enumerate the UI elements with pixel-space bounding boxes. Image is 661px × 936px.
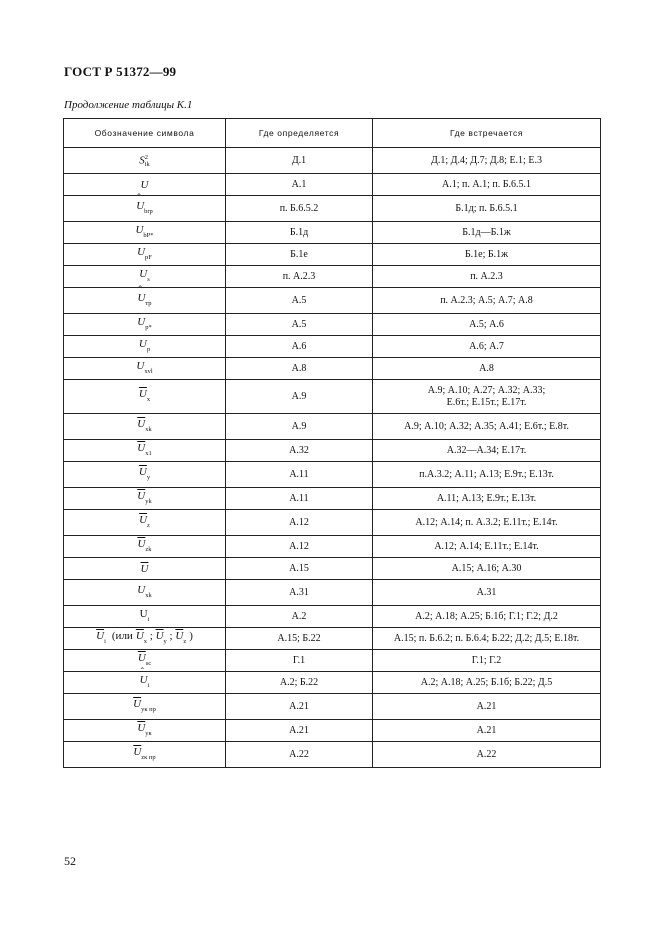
symbol-cell: [64, 720, 226, 742]
defined-cell: Б.1е: [226, 244, 373, 266]
defined-cell: А.8: [226, 358, 373, 380]
symbols-table: [63, 118, 601, 768]
symbol-cell: [64, 672, 226, 694]
table-row: [64, 266, 601, 288]
symbol-letter: U: [137, 583, 146, 596]
symbol-subscript: yk: [145, 497, 152, 505]
used-text: А.12; А.14; п. А.3.2; Е.11т.; Е.14т.: [415, 516, 558, 528]
symbol-subscript: тр: [145, 299, 152, 307]
table-row: [64, 720, 601, 742]
used-cell: [373, 336, 601, 358]
symbol-subscript: ук: [145, 729, 152, 737]
table-row: [64, 510, 601, 536]
symbol-cell: [64, 380, 226, 414]
defined-cell: А.2: [226, 606, 373, 628]
table-row: [64, 222, 601, 244]
defined-cell: А.15: [226, 558, 373, 580]
used-text: А.9; А.10; А.27; А.32; А.33;: [427, 384, 546, 396]
used-cell: [373, 440, 601, 462]
table-row: [64, 336, 601, 358]
used-text: п. А.2.3; А.5; А.7; А.8: [440, 294, 533, 306]
table-row: [64, 358, 601, 380]
defined-cell: Б.1д: [226, 222, 373, 244]
symbol-letter: $\overline{U}$: [133, 745, 142, 758]
symbol-text: ): [189, 629, 193, 642]
defined-cell: А.6: [226, 336, 373, 358]
used-text: Г.1; Г.2: [471, 654, 502, 666]
defined-cell: А.21: [226, 694, 373, 720]
used-text: А.2; А.18; А.25; Б.1б; Г.1; Г.2; Д.2: [415, 610, 558, 622]
symbol-subscript: i: [147, 681, 150, 689]
symbol-cell: [64, 222, 226, 244]
used-text: п. А.2.3: [470, 270, 503, 282]
used-cell: [373, 314, 601, 336]
used-cell: [373, 266, 601, 288]
table-row: [64, 414, 601, 440]
symbol-cell: [64, 580, 226, 606]
used-cell: [373, 694, 601, 720]
symbol-cell: [64, 536, 226, 558]
symbol-subscript: i: [104, 637, 106, 645]
symbol-cell: [64, 244, 226, 266]
table-row: [64, 462, 601, 488]
symbol-letter: $\overline{U}$: [175, 629, 184, 642]
symbol-subscript: bP*: [143, 231, 154, 239]
used-text: А.15; А.16; А.30: [451, 562, 522, 574]
used-text: Б.1д; п. Б.6.5.1: [455, 202, 518, 214]
used-text: п.А.3.2; А.11; А.13; Е.9т.; Е.13т.: [419, 468, 554, 480]
symbol-subscript: z: [183, 637, 187, 645]
table-row: [64, 650, 601, 672]
symbol-cell: [64, 440, 226, 462]
defined-cell: А.22: [226, 742, 373, 768]
symbol-cell: [64, 650, 226, 672]
used-cell: [373, 536, 601, 558]
table-row: [64, 314, 601, 336]
symbol-letter: U: [139, 607, 148, 620]
used-cell: [373, 720, 601, 742]
table-row: [64, 244, 601, 266]
defined-cell: А.32: [226, 440, 373, 462]
document-header: ГОСТ Р 51372—99: [64, 64, 177, 79]
table-row: [64, 536, 601, 558]
table-body: [64, 148, 601, 768]
page-number: 52: [64, 854, 76, 868]
used-cell: [373, 580, 601, 606]
used-text: А.31: [476, 586, 497, 598]
symbol-cell: [64, 174, 226, 196]
symbol-letter: $\overline{U}$: [138, 465, 147, 478]
used-text: А.15; п. Б.6.2; п. Б.6.4; Б.22; Д.2; Д.5; Е.18т.: [393, 632, 580, 644]
symbol-letter: U: [137, 245, 146, 258]
symbol-cell: [64, 742, 226, 768]
defined-cell: А.31: [226, 580, 373, 606]
symbol-cell: [64, 488, 226, 510]
defined-cell: А.5: [226, 288, 373, 314]
used-cell: [373, 288, 601, 314]
used-cell: [373, 462, 601, 488]
used-cell: [373, 628, 601, 650]
defined-cell: Д.1: [226, 148, 373, 174]
symbol-letter: U: [136, 359, 145, 372]
symbol-cell: [64, 148, 226, 174]
table-row: [64, 606, 601, 628]
symbol-cell: [64, 266, 226, 288]
symbol-letter: $\overline{U}$: [137, 489, 146, 502]
used-text: А.5; А.6: [469, 318, 504, 330]
table-row: [64, 694, 601, 720]
defined-cell: А.11: [226, 488, 373, 510]
symbol-cell: [64, 462, 226, 488]
defined-cell: А.21: [226, 720, 373, 742]
column-header-symbol: Обозначение символа: [64, 119, 226, 148]
symbol-subscript: xk: [145, 425, 152, 433]
symbol-cell: [64, 558, 226, 580]
symbol-letter: $\overline{U}$: [138, 387, 147, 400]
symbol-cell: [64, 694, 226, 720]
used-text: А.6; А.7: [469, 340, 504, 352]
symbol-subscript: zk: [145, 545, 152, 553]
used-text: А.11; А.13; Е.9т.; Е.13т.: [436, 492, 537, 504]
used-cell: [373, 606, 601, 628]
table-row: [64, 196, 601, 222]
used-cell: [373, 650, 601, 672]
used-cell: [373, 510, 601, 536]
symbol-cell: [64, 510, 226, 536]
table-row: [64, 742, 601, 768]
symbol-letter: $\overline{U}$: [137, 417, 146, 430]
symbol-letter: $\overline{U}$: [137, 721, 146, 734]
symbol-letter: U: [140, 178, 149, 191]
column-header-defined: Где определяется: [226, 119, 373, 148]
table-caption: Продолжение таблицы К.1: [64, 99, 193, 111]
used-text-continued: Е.6т.; Е.15т.; Е.17т.: [446, 396, 527, 408]
used-text: Д.1; Д.4; Д.7; Д.8; Е.1; Е.3: [431, 154, 542, 166]
symbol-letter: $\overline{U}$: [137, 441, 146, 454]
symbol-letter: S: [139, 154, 145, 167]
table-row: [64, 488, 601, 510]
table-row: [64, 672, 601, 694]
symbol-letter: ˆ U: [140, 674, 148, 686]
symbol-subscript: y: [146, 473, 151, 481]
used-text: А.1; п. А.1; п. Б.6.5.1: [442, 178, 531, 190]
symbol-letter: U: [135, 223, 144, 236]
symbol-letter: ˆ U: [136, 200, 144, 212]
symbol-subscript: y: [163, 637, 167, 645]
used-cell: [373, 244, 601, 266]
symbol-cell: $\overline{U}_i$ (или $\overline{U}_x$ ; $\overline{U}_y$ ; $\overline{U}_z$ ): [64, 628, 226, 650]
table-header-row: [64, 119, 601, 148]
used-cell: [373, 488, 601, 510]
table-row: [64, 628, 601, 650]
symbol-letter: $\overline{U}$: [137, 651, 146, 664]
symbol-subscript: pF: [145, 253, 152, 261]
symbol-subscript: s: [147, 275, 150, 283]
defined-cell: А.9: [226, 380, 373, 414]
symbol-subscript: xvl: [144, 367, 153, 375]
used-cell: [373, 380, 601, 414]
defined-cell: А.12: [226, 510, 373, 536]
symbol-letter: $\overline{U}$: [133, 697, 142, 710]
symbol-letter: U: [139, 267, 148, 280]
symbol-subscript: ik: [144, 160, 150, 168]
symbol-letter: U: [137, 315, 146, 328]
symbol-subscript: x: [146, 395, 151, 403]
symbol-letter: $\overline{U}$: [96, 629, 105, 642]
defined-cell: А.15; Б.22: [226, 628, 373, 650]
used-text: А.22: [476, 748, 497, 760]
symbol-subscript: p: [146, 345, 151, 353]
symbol-subscript: x: [143, 637, 148, 645]
symbol-letter: $\overline{U}$: [155, 629, 164, 642]
table-row: [64, 558, 601, 580]
symbol-subscript: sc: [145, 659, 152, 667]
defined-cell: А.12: [226, 536, 373, 558]
defined-cell: п. Б.6.5.2: [226, 196, 373, 222]
symbol-subscript: zк пр: [141, 753, 156, 761]
used-cell: [373, 414, 601, 440]
symbol-cell: [64, 606, 226, 628]
table-row: [64, 288, 601, 314]
symbol-subscript: xk: [145, 591, 152, 599]
used-cell: [373, 358, 601, 380]
defined-cell: А.2; Б.22: [226, 672, 373, 694]
used-text: А.21: [476, 724, 497, 736]
defined-cell: А.11: [226, 462, 373, 488]
used-cell: [373, 148, 601, 174]
symbol-letter: $\overline{U}$: [140, 562, 149, 575]
symbol-letter: ˆ U: [137, 292, 145, 304]
symbol-cell: [64, 314, 226, 336]
used-text: Б.1е; Б.1ж: [464, 248, 509, 260]
symbol-cell: [64, 336, 226, 358]
symbol-subscript: x1: [145, 449, 152, 457]
defined-cell: Г.1: [226, 650, 373, 672]
used-text: А.8: [479, 362, 494, 374]
symbol-cell: [64, 358, 226, 380]
symbol-subscript: brp: [144, 207, 153, 215]
symbol-subscript: ук пр: [141, 705, 156, 713]
symbol-subscript: i: [147, 615, 150, 623]
used-cell: [373, 558, 601, 580]
used-cell: [373, 174, 601, 196]
defined-cell: А.5: [226, 314, 373, 336]
table-row: [64, 380, 601, 414]
used-text: А.21: [476, 700, 497, 712]
used-cell: [373, 196, 601, 222]
symbol-cell: [64, 196, 226, 222]
symbol-subscript: p*: [145, 323, 152, 331]
defined-cell: п. А.2.3: [226, 266, 373, 288]
column-header-used: Где встречается: [373, 119, 601, 148]
used-text: А.12; А.14; Е.11т.; Е.14т.: [434, 540, 539, 552]
symbol-text: (или: [111, 629, 133, 642]
used-text: Б.1д—Б.1ж: [462, 226, 511, 238]
table-row: [64, 440, 601, 462]
used-cell: [373, 672, 601, 694]
table-row: [64, 580, 601, 606]
symbol-superscript: 2: [144, 153, 148, 161]
defined-cell: А.9: [226, 414, 373, 440]
defined-cell: А.1: [226, 174, 373, 196]
used-cell: [373, 222, 601, 244]
symbol-subscript: z: [147, 521, 150, 529]
symbol-letter: U: [138, 337, 147, 350]
table-row: [64, 174, 601, 196]
symbol-letter: $\overline{U}$: [135, 629, 144, 642]
symbol-letter: $\overline{U}$: [137, 537, 146, 550]
used-text: А.9; А.10; А.32; А.35; А.41; Е.6т.; Е.8т.: [404, 420, 569, 432]
symbol-letter: $\overline{U}$: [139, 513, 148, 526]
symbol-cell: [64, 414, 226, 440]
used-cell: [373, 742, 601, 768]
used-text: А.32—А.34; Е.17т.: [446, 444, 527, 456]
used-text: А.2; А.18; А.25; Б.1б; Б.22; Д.5: [420, 676, 553, 688]
symbol-cell: [64, 288, 226, 314]
table-row: [64, 148, 601, 174]
